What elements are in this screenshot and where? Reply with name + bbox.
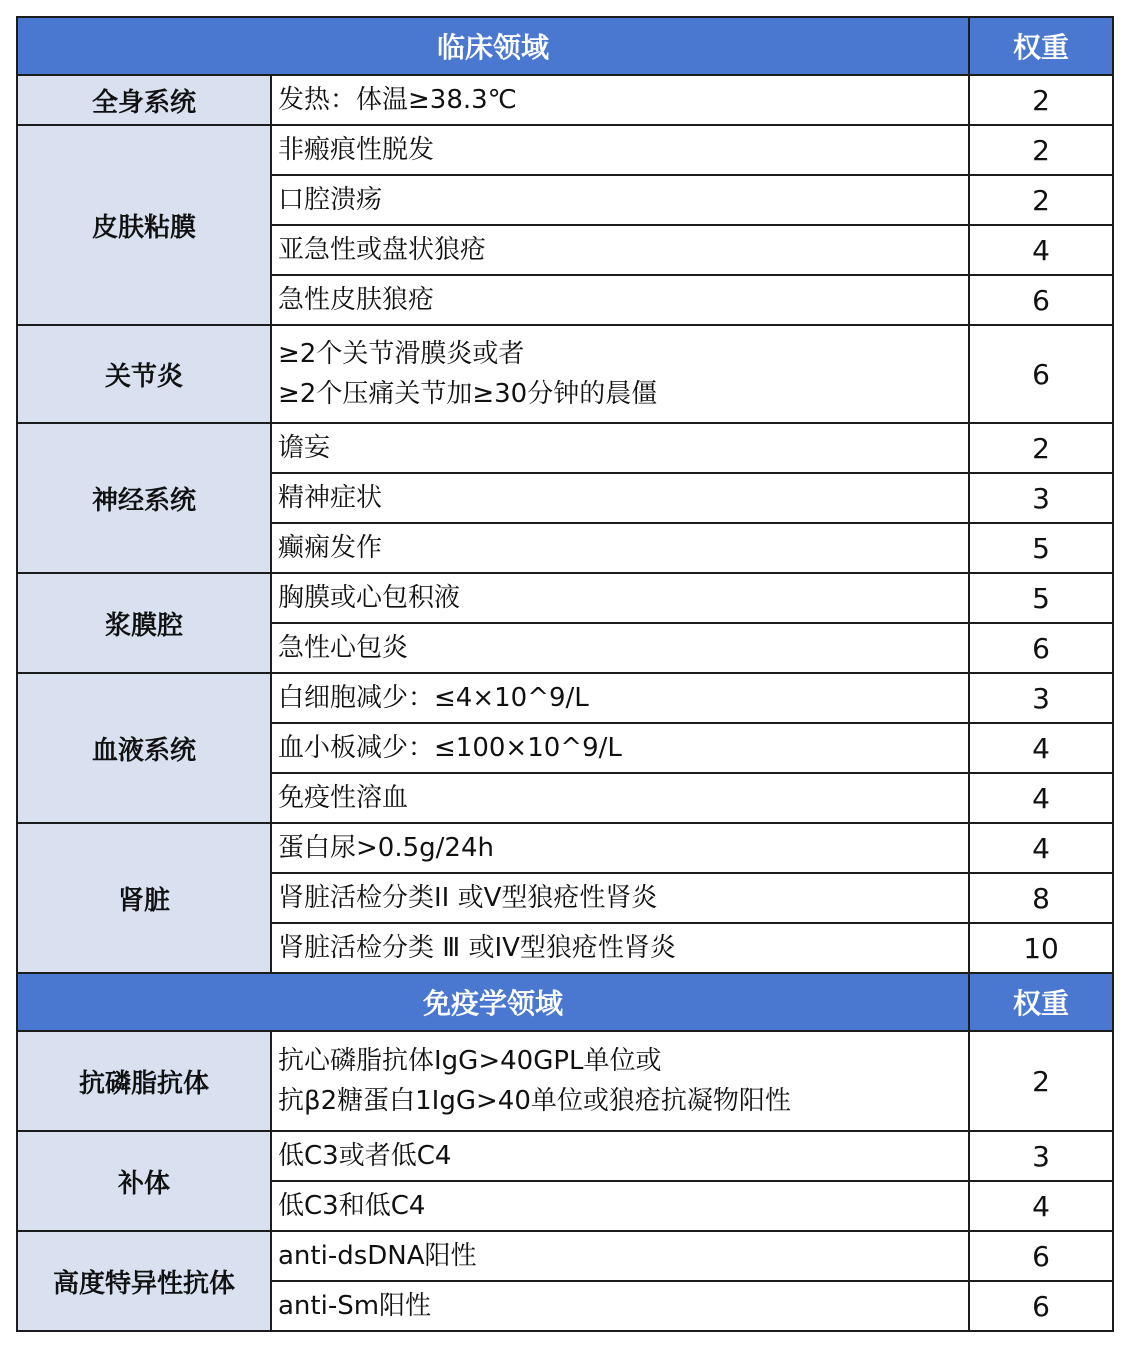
table-row: [17, 125, 1113, 175]
weight-value: 2: [969, 175, 1113, 225]
weight-column-header: 权重: [969, 17, 1113, 75]
table-row: [17, 573, 1113, 623]
criterion-text: anti-dsDNA阳性: [271, 1231, 969, 1281]
criterion-text: 急性心包炎: [271, 623, 969, 673]
criterion-text: 口腔溃疡: [271, 175, 969, 225]
criterion-text: 免疫性溶血: [271, 773, 969, 823]
weight-value: 4: [969, 823, 1113, 873]
weight-value: 8: [969, 873, 1113, 923]
criterion-text: 精神症状: [271, 473, 969, 523]
weight-value: 4: [969, 723, 1113, 773]
criterion-text: anti-Sm阳性: [271, 1281, 969, 1331]
criterion-text: 低C3和低C4: [271, 1181, 969, 1231]
immunology-header-row: [17, 973, 1113, 1031]
domain-label: 血液系统: [17, 673, 271, 823]
criterion-text: 亚急性或盘状狼疮: [271, 225, 969, 275]
criteria-table: [16, 16, 1114, 1332]
criterion-text: 发热：体温≥38.3℃: [271, 75, 969, 125]
domain-label: 浆膜腔: [17, 573, 271, 673]
weight-value: 6: [969, 623, 1113, 673]
table-row: [17, 673, 1113, 723]
table-row: [17, 325, 1113, 423]
weight-value: 4: [969, 225, 1113, 275]
weight-value: 4: [969, 1181, 1113, 1231]
domain-label: 神经系统: [17, 423, 271, 573]
table-row: [17, 1031, 1113, 1131]
table-row: [17, 823, 1113, 873]
criterion-text: 蛋白尿>0.5g/24h: [271, 823, 969, 873]
weight-value: 6: [969, 275, 1113, 325]
weight-value: 6: [969, 325, 1113, 423]
weight-value: 4: [969, 773, 1113, 823]
criterion-text: 胸膜或心包积液: [271, 573, 969, 623]
criterion-text: [271, 1031, 969, 1131]
criterion-text: 血小板减少：≤100×10^9/L: [271, 723, 969, 773]
weight-value: 5: [969, 523, 1113, 573]
criterion-text: 谵妄: [271, 423, 969, 473]
domain-label: 皮肤粘膜: [17, 125, 271, 325]
immunology-section-title: 免疫学领域: [17, 973, 969, 1031]
table-row: [17, 1231, 1113, 1281]
weight-value: 2: [969, 75, 1113, 125]
weight-value: 6: [969, 1281, 1113, 1331]
weight-value: 2: [969, 125, 1113, 175]
weight-value: 2: [969, 423, 1113, 473]
weight-value: 3: [969, 673, 1113, 723]
criterion-line: ≥2个关节滑膜炎或者: [278, 339, 525, 369]
domain-label: 关节炎: [17, 325, 271, 423]
criterion-text: 肾脏活检分类 Ⅲ 或IV型狼疮性肾炎: [271, 923, 969, 973]
criterion-text: 非瘢痕性脱发: [271, 125, 969, 175]
weight-value: 6: [969, 1231, 1113, 1281]
criterion-text: 低C3或者低C4: [271, 1131, 969, 1181]
clinical-header-row: [17, 17, 1113, 75]
criterion-line: 抗β2糖蛋白1IgG>40单位或狼疮抗凝物阳性: [278, 1086, 791, 1116]
criterion-text: 肾脏活检分类II 或V型狼疮性肾炎: [271, 873, 969, 923]
domain-label: 肾脏: [17, 823, 271, 973]
weight-value: 3: [969, 1131, 1113, 1181]
criterion-text: 急性皮肤狼疮: [271, 275, 969, 325]
criterion-text: 癫痫发作: [271, 523, 969, 573]
criterion-text: [271, 325, 969, 423]
criterion-line: 抗心磷脂抗体IgG>40GPL单位或: [278, 1046, 662, 1076]
domain-label: 抗磷脂抗体: [17, 1031, 271, 1131]
table-row: [17, 423, 1113, 473]
domain-label: 补体: [17, 1131, 271, 1231]
weight-value: 10: [969, 923, 1113, 973]
domain-label: 高度特异性抗体: [17, 1231, 271, 1331]
weight-column-header: 权重: [969, 973, 1113, 1031]
clinical-section-title: 临床领域: [17, 17, 969, 75]
criterion-text: 白细胞减少：≤4×10^9/L: [271, 673, 969, 723]
table-row: [17, 75, 1113, 125]
domain-label: 全身系统: [17, 75, 271, 125]
criterion-line: ≥2个压痛关节加≥30分钟的晨僵: [278, 379, 658, 409]
table-row: [17, 1131, 1113, 1181]
weight-value: 2: [969, 1031, 1113, 1131]
weight-value: 3: [969, 473, 1113, 523]
weight-value: 5: [969, 573, 1113, 623]
